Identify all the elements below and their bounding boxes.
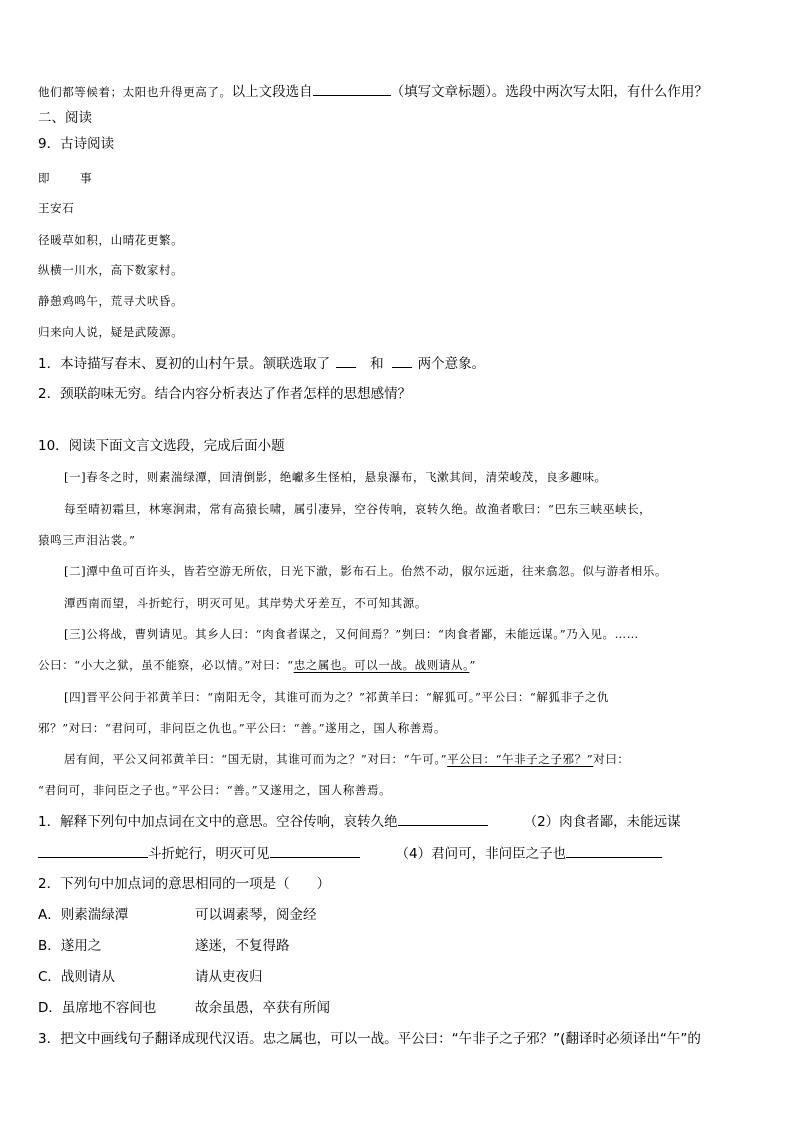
- option-a-right: 可以调素琴，阅金经: [195, 907, 317, 923]
- underlined-sentence-1: 忠之属也。可以一战。战则请从。: [293, 658, 470, 672]
- answer-blank-title[interactable]: [313, 82, 391, 96]
- passage-tail-line: [38, 82, 708, 101]
- passage-4-line: [64, 750, 630, 768]
- question-source-prefix: 以上文段选自: [231, 84, 313, 100]
- question-source-suffix: （填写文章标题）。选段中两次写太阳，有什么作用？: [390, 84, 708, 100]
- q9-heading: 9．古诗阅读: [38, 136, 115, 152]
- option-a[interactable]: [38, 906, 317, 924]
- poem-author: 王安石: [38, 201, 75, 215]
- q10-heading: 10．阅读下面文言文选段，完成后面小题: [38, 438, 285, 454]
- q10-sub1-text-b: （2）肉食者鄙，未能远谋: [523, 814, 681, 830]
- option-b-left: B．遂用之: [38, 938, 102, 954]
- answer-blank-image-2[interactable]: [392, 354, 412, 368]
- option-b[interactable]: [38, 937, 290, 955]
- q9-sub1-text-b: 和: [370, 356, 384, 372]
- option-b-right: 遂迷，不复得路: [195, 938, 290, 954]
- answer-blank-3[interactable]: [270, 844, 360, 858]
- answer-blank-4[interactable]: [566, 844, 662, 858]
- q10-sub3: 3．把文中画线句子翻译成现代汉语。忠之属也，可以一战。平公曰：“午非子之子邪？”(翻译时必须译出“午”的: [38, 1031, 701, 1047]
- option-c-left: C．战则请从: [38, 969, 115, 985]
- q10-sub1-row1: [38, 812, 681, 831]
- passage-3-line: [三]公将战，曹刿请见。其乡人曰：“肉食者谋之，又何间焉？”刿曰：“肉食者鄙，未能远谋。”乃入见。……: [64, 627, 639, 641]
- q10-sub1-row2: [38, 844, 662, 863]
- poem-line: 径暖草如积，山晴花更繁。: [38, 233, 184, 247]
- option-c-right: 请从吏夜归: [195, 969, 263, 985]
- poem-line: 纵横一川水，高下数家村。: [38, 263, 184, 277]
- passage-4-line: “君问可，非问臣之子也。”平公曰：“善。”又遂用之，国人称善焉。: [38, 783, 392, 797]
- q9-sub1: [38, 354, 485, 373]
- underlined-sentence-2: 平公曰：“午非子之子邪？”: [447, 752, 594, 766]
- q9-sub1-text-c: 两个意象。: [417, 356, 486, 372]
- q10-sub1-text-d: （4）君问可，非问臣之子也: [395, 846, 567, 862]
- poem-line: 归来向人说，疑是武陵源。: [38, 325, 184, 339]
- passage-4-line: 邪？”对曰：“君问可，非问臣之仇也。”平公曰：“善。”遂用之，国人称善焉。: [38, 721, 447, 735]
- option-d-left: D．虽席地不容间也: [38, 1000, 157, 1016]
- q10-sub2: 2．下列句中加点词的意思相同的一项是（ ）: [38, 876, 331, 892]
- passage-3-text: 公曰：“小大之狱，虽不能察，必以情。”对曰：“: [38, 658, 294, 672]
- answer-blank-image-1[interactable]: [336, 354, 356, 368]
- poem-title-char-2: 事: [80, 171, 93, 185]
- passage-1-line: 猿鸣三声泪沾裳。”: [38, 533, 136, 547]
- poem-title-char-1: 即: [38, 171, 51, 185]
- passage-4-text-end: 对曰：: [593, 752, 630, 766]
- passage-1-line: 每至晴初霜旦，林寒涧肃，常有高猿长啸，属引凄异，空谷传响，哀转久绝。故渔者歌曰：“巴东三峡巫峡长，: [64, 502, 652, 516]
- passage-2-line: [二]潭中鱼可百许头，皆若空游无所依，日光下澈，影布石上。佁然不动，俶尔远逝，往来翕忽。似与游者相乐。: [64, 564, 668, 578]
- passage-tail-text: 他们都等候着；太阳也升得更高了。: [38, 85, 232, 99]
- passage-4-line: [四]晋平公问于祁黄羊曰：“南阳无令，其谁可而为之？”祁黄羊曰：“解狐可。”平公曰：“解狐非子之仇: [64, 690, 610, 704]
- q9-sub1-text-a: 1．本诗描写春末、夏初的山村午景。颔联选取了: [38, 356, 331, 372]
- passage-2-line: 潭西南而望，斗折蛇行，明灭可见。其岸势犬牙差互，不可知其源。: [64, 596, 427, 610]
- option-c[interactable]: [38, 968, 263, 986]
- passage-3-quote-end: ”: [469, 658, 476, 672]
- option-a-left: A．则素湍绿潭: [38, 907, 129, 923]
- passage-3-line: [38, 656, 476, 674]
- answer-blank-2[interactable]: [38, 844, 148, 858]
- answer-blank-1[interactable]: [398, 812, 488, 826]
- passage-4-text: 居有间，平公又问祁黄羊曰：“国无尉，其谁可而为之？”对曰：“午可。”: [64, 752, 448, 766]
- q10-sub1-text-c: 斗折蛇行，明灭可见: [148, 846, 270, 862]
- option-d[interactable]: [38, 999, 330, 1017]
- option-d-right: 故余虽愚，卒获有所闻: [195, 1000, 330, 1016]
- poem-line: 静憩鸡鸣午，荒寻犬吠昏。: [38, 294, 184, 308]
- section-heading: 二、阅读: [38, 110, 92, 126]
- poem-title: [38, 169, 92, 187]
- q10-sub1-text-a: 1．解释下列句中加点词在文中的意思。空谷传响，哀转久绝: [38, 814, 398, 830]
- q9-sub2: 2．颈联韵味无穷。结合内容分析表达了作者怎样的思想感情？: [38, 386, 412, 402]
- passage-1-line: [一]春冬之时，则素湍绿潭，回清倒影，绝巘多生怪柏，悬泉瀑布，飞漱其间，清荣峻茂，良多趣味。: [64, 470, 607, 484]
